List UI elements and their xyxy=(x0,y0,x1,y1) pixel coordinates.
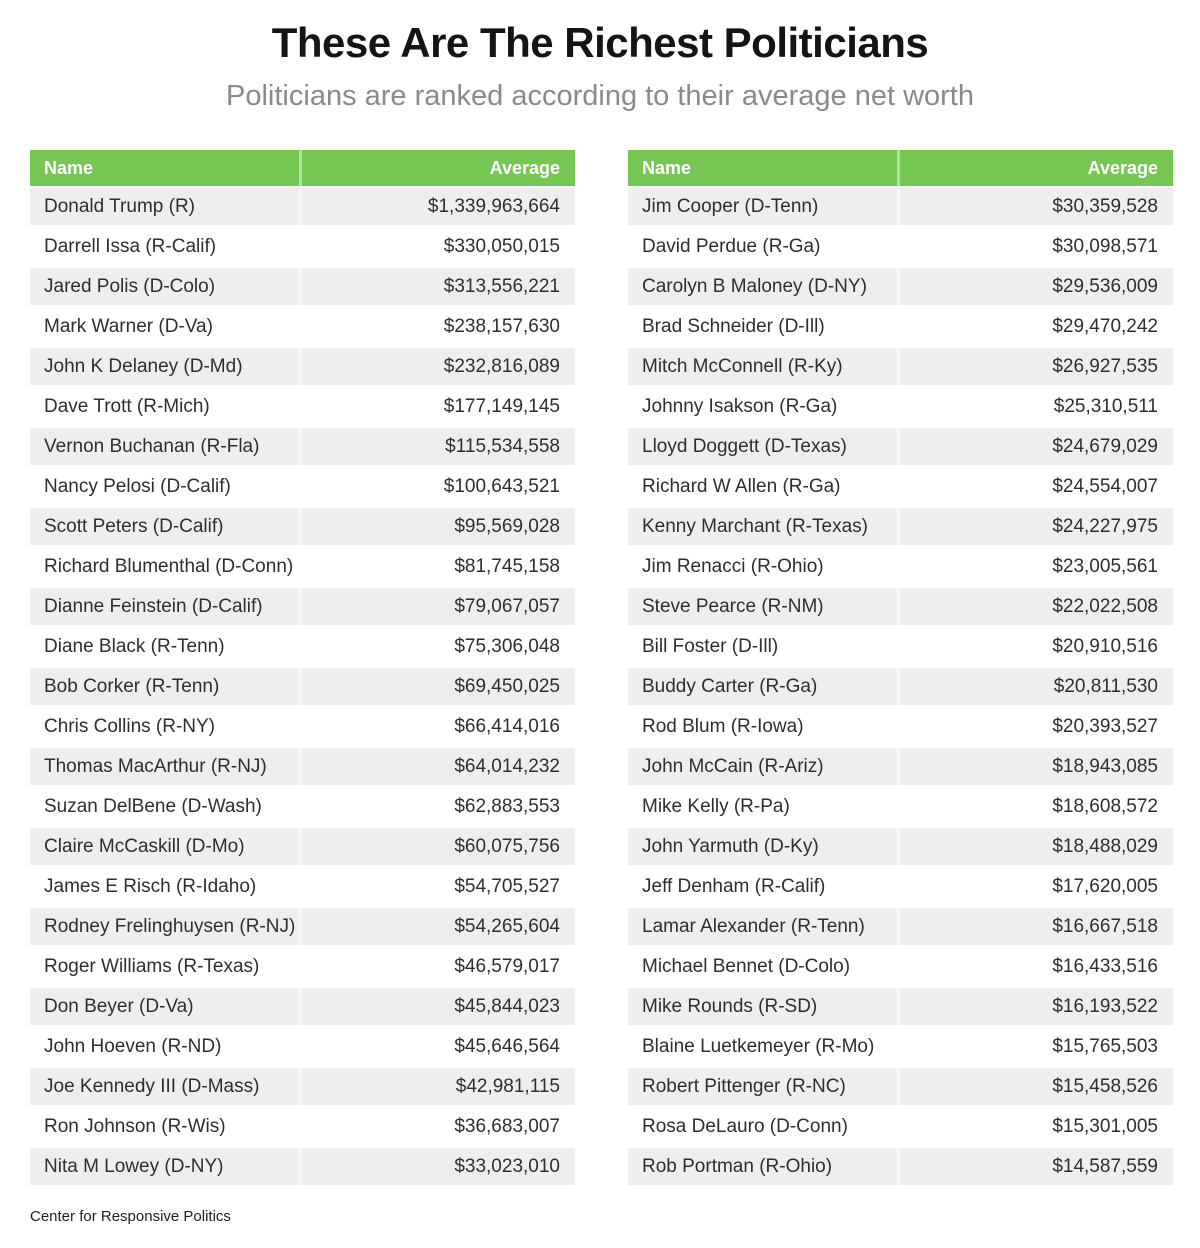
average-net-worth: $75,306,048 xyxy=(299,628,575,665)
politician-name: Bill Foster (D-Ill) xyxy=(642,636,779,657)
table-row xyxy=(30,668,575,708)
table-row xyxy=(628,788,1173,828)
politician-name: Ron Johnson (R-Wis) xyxy=(44,1116,226,1137)
politician-name: Joe Kennedy III (D-Mass) xyxy=(44,1076,260,1097)
average-net-worth: $23,005,561 xyxy=(897,548,1173,585)
left-table-body xyxy=(30,188,575,1188)
politician-name: Lloyd Doggett (D-Texas) xyxy=(642,436,847,457)
table-row xyxy=(628,268,1173,308)
average-net-worth: $62,883,553 xyxy=(299,788,575,825)
table-row xyxy=(628,308,1173,348)
table-row xyxy=(628,1068,1173,1108)
table-row xyxy=(628,828,1173,868)
average-net-worth: $36,683,007 xyxy=(299,1108,575,1145)
average-net-worth: $14,587,559 xyxy=(897,1148,1173,1185)
table-row xyxy=(30,948,575,988)
table-row xyxy=(30,988,575,1028)
politician-name: Rod Blum (R-Iowa) xyxy=(642,716,804,737)
source-credit: Center for Responsive Politics xyxy=(30,1208,231,1225)
average-net-worth: $18,608,572 xyxy=(897,788,1173,825)
politician-name: Johnny Isakson (R-Ga) xyxy=(642,396,838,417)
average-net-worth: $313,556,221 xyxy=(299,268,575,305)
politician-name: Rob Portman (R-Ohio) xyxy=(642,1156,833,1177)
politician-name: Suzan DelBene (D-Wash) xyxy=(44,796,262,817)
average-net-worth: $45,844,023 xyxy=(299,988,575,1025)
left-table-header xyxy=(30,150,575,188)
politician-name: Mike Kelly (R-Pa) xyxy=(642,796,790,817)
average-net-worth: $20,910,516 xyxy=(897,628,1173,665)
average-net-worth: $24,679,029 xyxy=(897,428,1173,465)
table-row xyxy=(628,468,1173,508)
politician-name: Dianne Feinstein (D-Calif) xyxy=(44,596,263,617)
average-net-worth: $177,149,145 xyxy=(299,388,575,425)
politician-name: Carolyn B Maloney (D-NY) xyxy=(642,276,867,297)
table-row xyxy=(30,548,575,588)
table-row xyxy=(628,1148,1173,1188)
politician-name: Claire McCaskill (D-Mo) xyxy=(44,836,245,857)
politician-name: Buddy Carter (R-Ga) xyxy=(642,676,818,697)
average-net-worth: $17,620,005 xyxy=(897,868,1173,905)
politician-name: Mark Warner (D-Va) xyxy=(44,316,213,337)
table-row xyxy=(30,1108,575,1148)
average-net-worth: $1,339,963,664 xyxy=(299,188,575,225)
right-table xyxy=(628,150,1173,1188)
page-subtitle: Politicians are ranked according to their average net worth xyxy=(226,80,974,112)
average-net-worth: $18,488,029 xyxy=(897,828,1173,865)
table-row xyxy=(30,588,575,628)
average-net-worth: $232,816,089 xyxy=(299,348,575,385)
table-row xyxy=(628,508,1173,548)
average-net-worth: $79,067,057 xyxy=(299,588,575,625)
average-net-worth: $100,643,521 xyxy=(299,468,575,505)
table-row xyxy=(628,188,1173,228)
politician-name: Jared Polis (D-Colo) xyxy=(44,276,216,297)
average-net-worth: $46,579,017 xyxy=(299,948,575,985)
column-header-average: Average xyxy=(299,150,575,186)
right-table-header xyxy=(628,150,1173,188)
politician-name: John Yarmuth (D-Ky) xyxy=(642,836,819,857)
politician-name: Darrell Issa (R-Calif) xyxy=(44,236,217,257)
politician-name: John McCain (R-Ariz) xyxy=(642,756,824,777)
average-net-worth: $60,075,756 xyxy=(299,828,575,865)
table-row xyxy=(30,348,575,388)
table-row xyxy=(30,628,575,668)
table-row xyxy=(628,428,1173,468)
average-net-worth: $69,450,025 xyxy=(299,668,575,705)
table-row xyxy=(628,628,1173,668)
table-row xyxy=(628,668,1173,708)
politician-name: John Hoeven (R-ND) xyxy=(44,1036,222,1057)
table-row xyxy=(30,508,575,548)
average-net-worth: $115,534,558 xyxy=(299,428,575,465)
politician-name: Rosa DeLauro (D-Conn) xyxy=(642,1116,848,1137)
politician-name: Lamar Alexander (R-Tenn) xyxy=(642,916,865,937)
politician-name: Rodney Frelinghuysen (R-NJ) xyxy=(44,916,296,937)
average-net-worth: $15,301,005 xyxy=(897,1108,1173,1145)
table-row xyxy=(628,708,1173,748)
politician-name: Brad Schneider (D-Ill) xyxy=(642,316,825,337)
table-row xyxy=(30,908,575,948)
average-net-worth: $330,050,015 xyxy=(299,228,575,265)
table-row xyxy=(628,228,1173,268)
column-header-average: Average xyxy=(897,150,1173,186)
table-row xyxy=(30,1028,575,1068)
table-row xyxy=(30,228,575,268)
politician-name: Dave Trott (R-Mich) xyxy=(44,396,210,417)
politician-name: Thomas MacArthur (R-NJ) xyxy=(44,756,267,777)
politician-name: Vernon Buchanan (R-Fla) xyxy=(44,436,260,457)
politician-name: Roger Williams (R-Texas) xyxy=(44,956,260,977)
table-row xyxy=(30,1068,575,1108)
average-net-worth: $54,705,527 xyxy=(299,868,575,905)
table-row xyxy=(628,868,1173,908)
table-row xyxy=(30,308,575,348)
table-row xyxy=(628,388,1173,428)
table-row xyxy=(628,548,1173,588)
table-row xyxy=(30,708,575,748)
politician-name: James E Risch (R-Idaho) xyxy=(44,876,257,897)
average-net-worth: $16,193,522 xyxy=(897,988,1173,1025)
politician-name: John K Delaney (D-Md) xyxy=(44,356,243,377)
average-net-worth: $42,981,115 xyxy=(299,1068,575,1105)
table-row xyxy=(628,1108,1173,1148)
average-net-worth: $29,470,242 xyxy=(897,308,1173,345)
average-net-worth: $24,554,007 xyxy=(897,468,1173,505)
average-net-worth: $33,023,010 xyxy=(299,1148,575,1185)
table-row xyxy=(30,788,575,828)
politician-name: David Perdue (R-Ga) xyxy=(642,236,821,257)
page-title: These Are The Richest Politicians xyxy=(271,19,929,66)
left-table xyxy=(30,150,575,1188)
average-net-worth: $54,265,604 xyxy=(299,908,575,945)
average-net-worth: $15,458,526 xyxy=(897,1068,1173,1105)
average-net-worth: $95,569,028 xyxy=(299,508,575,545)
politician-name: Michael Bennet (D-Colo) xyxy=(642,956,851,977)
average-net-worth: $18,943,085 xyxy=(897,748,1173,785)
table-row xyxy=(628,908,1173,948)
average-net-worth: $30,098,571 xyxy=(897,228,1173,265)
politician-name: Jeff Denham (R-Calif) xyxy=(642,876,826,897)
average-net-worth: $45,646,564 xyxy=(299,1028,575,1065)
table-row xyxy=(628,1028,1173,1068)
politician-name: Mike Rounds (R-SD) xyxy=(642,996,818,1017)
politician-name: Richard W Allen (R-Ga) xyxy=(642,476,841,497)
politician-name: Richard Blumenthal (D-Conn) xyxy=(44,556,294,577)
politician-name: Mitch McConnell (R-Ky) xyxy=(642,356,843,377)
politician-name: Donald Trump (R) xyxy=(44,196,195,217)
politician-name: Jim Renacci (R-Ohio) xyxy=(642,556,824,577)
politician-name: Bob Corker (R-Tenn) xyxy=(44,676,220,697)
column-header-name: Name xyxy=(44,158,94,178)
table-row xyxy=(628,948,1173,988)
average-net-worth: $25,310,511 xyxy=(897,388,1173,425)
politician-name: Blaine Luetkemeyer (R-Mo) xyxy=(642,1036,875,1057)
politician-name: Jim Cooper (D-Tenn) xyxy=(642,196,819,217)
average-net-worth: $22,022,508 xyxy=(897,588,1173,625)
average-net-worth: $15,765,503 xyxy=(897,1028,1173,1065)
politician-name: Kenny Marchant (R-Texas) xyxy=(642,516,868,537)
politician-name: Diane Black (R-Tenn) xyxy=(44,636,225,657)
average-net-worth: $16,667,518 xyxy=(897,908,1173,945)
average-net-worth: $238,157,630 xyxy=(299,308,575,345)
politician-name: Nita M Lowey (D-NY) xyxy=(44,1156,224,1177)
table-row xyxy=(30,188,575,228)
average-net-worth: $16,433,516 xyxy=(897,948,1173,985)
tables-container xyxy=(30,150,1173,1188)
table-row xyxy=(30,1148,575,1188)
table-row xyxy=(30,428,575,468)
politician-name: Scott Peters (D-Calif) xyxy=(44,516,224,537)
table-row xyxy=(30,868,575,908)
average-net-worth: $26,927,535 xyxy=(897,348,1173,385)
politician-name: Steve Pearce (R-NM) xyxy=(642,596,824,617)
table-row xyxy=(30,748,575,788)
average-net-worth: $30,359,528 xyxy=(897,188,1173,225)
average-net-worth: $66,414,016 xyxy=(299,708,575,745)
politician-name: Don Beyer (D-Va) xyxy=(44,996,194,1017)
table-row xyxy=(30,388,575,428)
average-net-worth: $24,227,975 xyxy=(897,508,1173,545)
politician-name: Nancy Pelosi (D-Calif) xyxy=(44,476,231,497)
table-row xyxy=(30,468,575,508)
table-row xyxy=(628,748,1173,788)
average-net-worth: $64,014,232 xyxy=(299,748,575,785)
table-row xyxy=(628,348,1173,388)
average-net-worth: $20,811,530 xyxy=(897,668,1173,705)
table-row xyxy=(628,588,1173,628)
right-table-body xyxy=(628,188,1173,1188)
average-net-worth: $20,393,527 xyxy=(897,708,1173,745)
average-net-worth: $29,536,009 xyxy=(897,268,1173,305)
politician-name: Robert Pittenger (R-NC) xyxy=(642,1076,846,1097)
average-net-worth: $81,745,158 xyxy=(299,548,575,585)
column-header-name: Name xyxy=(642,158,692,178)
table-row xyxy=(30,268,575,308)
table-row xyxy=(30,828,575,868)
politician-name: Chris Collins (R-NY) xyxy=(44,716,216,737)
table-row xyxy=(628,988,1173,1028)
